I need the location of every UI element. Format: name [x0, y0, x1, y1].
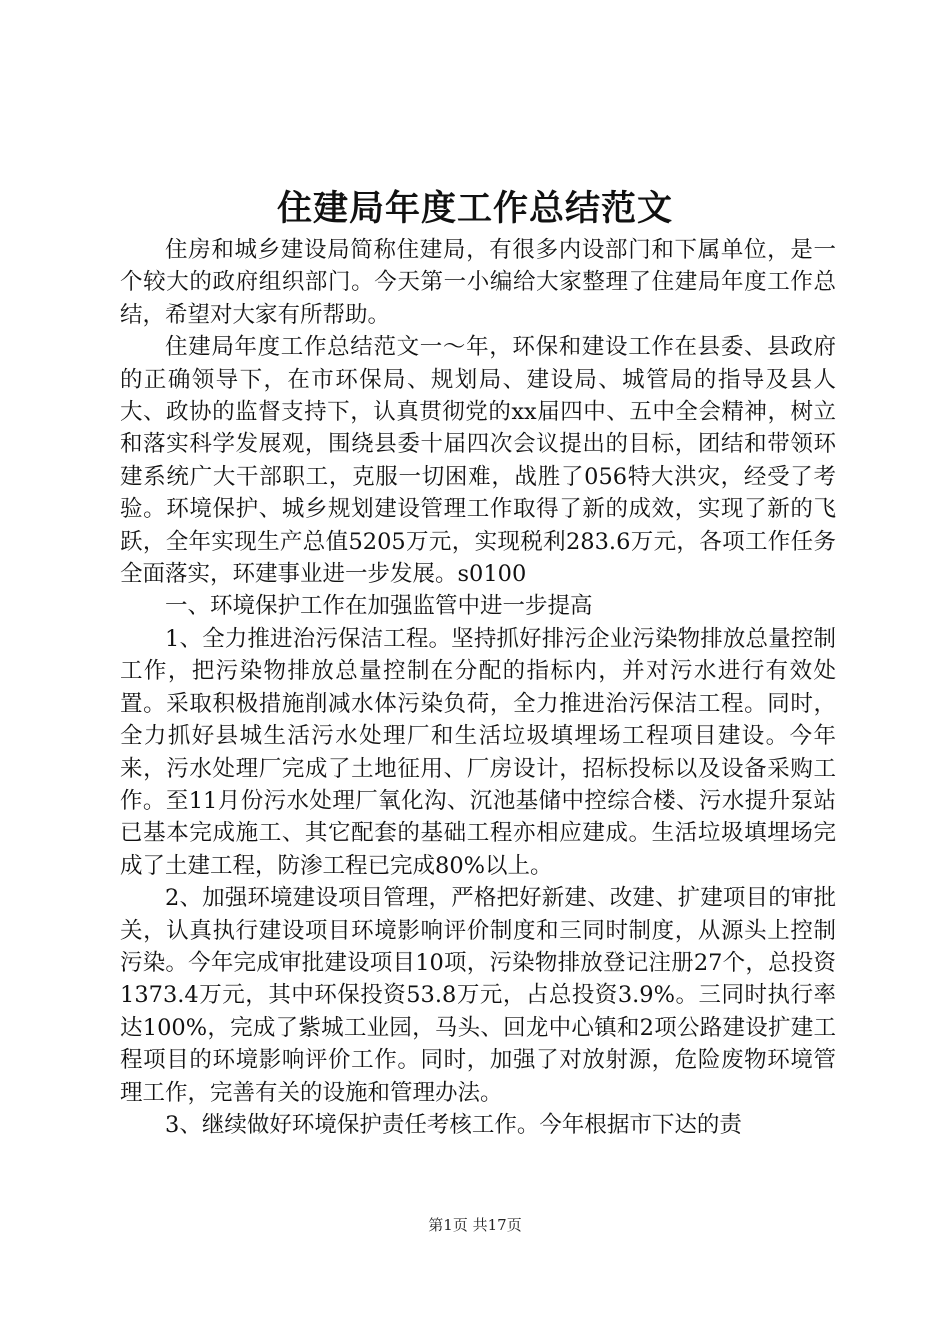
item-paragraph-1: 1、全力推进治污保洁工程。坚持抓好排污企业污染物排放总量控制工作，把污染物排放总量控制在分配的指标内，并对污水进行有效处置。采取积极措施削减水体污染负荷，全力推进治污保洁工程。同时，全力抓好县城生活污水处理厂和生活垃圾填埋场工程项目建设。今年来，污水处理厂完成了土地征用、厂房设计，招标投标以及设备采购工作。至11月份污水处理厂氧化沟、沉池基储中控综合楼、污水提升泵站已基本完成施工、其它配套的基础工程亦相应建成。生活垃圾填埋场完成了土建工程，防渗工程已完成80%以上。	[120, 625, 836, 879]
document-body	[120, 234, 836, 1141]
section-heading: 一、环境保护工作在加强监管中进一步提高	[165, 593, 593, 620]
intro-paragraph: 住房和城乡建设局简称住建局，有很多内设部门和下属单位，是一个较大的政府组织部门。今天第一小编给大家整理了住建局年度工作总结，希望对大家有所帮助。	[120, 237, 836, 328]
item-paragraph-2: 2、加强环境建设项目管理，严格把好新建、改建、扩建项目的审批关，认真执行建设项目环境影响评价制度和三同时制度，从源头上控制污染。今年完成审批建设项目10项，污染物排放登记注册27个，总投资1373.4万元，其中环保投资53.8万元，占总投资3.9%。三同时执行率达100%，完成了紫城工业园，马头、回龙中心镇和2项公路建设扩建工程项目的环境影响评价工作。同时，加强了对放射源，危险废物环境管理工作，完善有关的设施和管理办法。	[120, 885, 836, 1106]
page-footer: 第1页 共17页	[428, 1216, 522, 1234]
document-title: 住建局年度工作总结范文	[276, 189, 673, 229]
item-paragraph-3: 3、继续做好环境保护责任考核工作。今年根据市下达的责	[165, 1111, 742, 1138]
summary-paragraph: 住建局年度工作总结范文一～年，环保和建设工作在县委、县政府的正确领导下，在市环保局、规划局、建设局、城管局的指导及县人大、政协的监督支持下，认真贯彻党的xx届四中、五中全会精神，树立和落实科学发展观，围绕县委十届四次会议提出的目标，团结和带领环建系统广大干部职工，克服一切困难，战胜了056特大洪灾，经受了考验。环境保护、城乡规划建设管理工作取得了新的成效，实现了新的飞跃，全年实现生产总值5205万元，实现税利283.6万元，各项工作任务全面落实，环建事业进一步发展。s0100	[120, 334, 836, 588]
